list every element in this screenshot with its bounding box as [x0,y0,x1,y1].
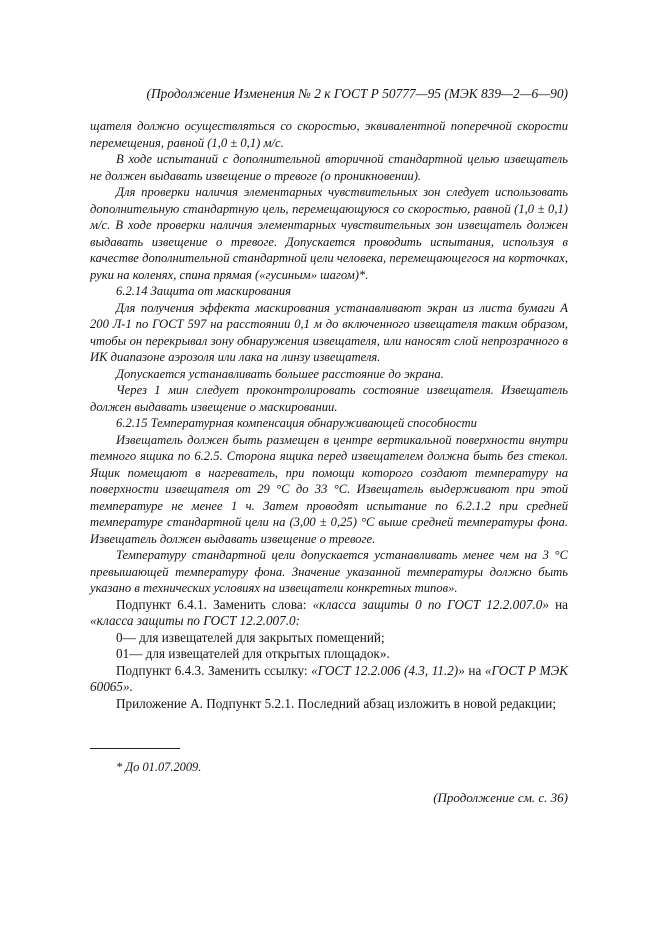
paragraph-continued: щателя должно осуществляться со скоростью, эквивалентной поперечной скорости перемещения, равной (1,0 ± 0,1) м/с. [90,119,568,150]
paragraph-6-4-1 [90,597,568,630]
list-item-indoor: 0— для извещателей для закрытых помещений; [116,629,385,645]
paragraph-appendix-a: Приложение А. Подпункт 5.2.1. Последний абзац изложить в новой редакции; [116,695,557,711]
new-wording-6-4-1: «класса защиты по ГОСТ 12.2.007.0: [90,613,301,628]
list-item-outdoor: 01— для извещателей для открытых площадок». [116,646,390,661]
paragraph-masking-distance: Допускается устанавливать большее расстояние до экрана. [116,366,444,381]
footnote-rule [90,748,180,749]
word-na-6-4-3: на [468,662,482,678]
continuation-note: (Продолжение см. с. 36) [433,790,568,805]
new-reference-6-4-3: «ГОСТ Р МЭК 60065». [90,662,569,694]
paragraph-masking: Для получения эффекта маскирования устанавливают экран из листа бумаги А 200 Л-1 по ГОСТ 597 на расстоянии 0,1 м до включенного извещателя таким образом, чтобы он перекрывал зону обнаружения извещателя, или наносят слой непрозрачного в ИК диапазоне аэрозоля или лака на линзу извещателя. [90,300,568,364]
paragraph-temperature-allowance: Температуру стандартной цели допускается устанавливать менее чем на 3 °С превышающей температуру фона. Значение указанной температуры должно быть указано в технических условиях на извещатели конкретных типов». [90,548,568,595]
section-6-2-15-heading: 6.2.15 Температурная компенсация обнаруживающей способности [116,416,477,430]
section-6-2-14-heading: 6.2.14 Защита от маскирования [116,284,291,298]
amendment-6-4-1-text: Подпункт 6.4.1. Заменить слова: [116,596,307,612]
paragraph-sensitive-zones: Для проверки наличия элементарных чувствительных зон следует использовать дополнительную стандартную цель, перемещающуюся со скоростью, равной (1,0 ± 0,1) м/с. В ходе проверки наличия элементарных чувствительных зон извещатель должен выдавать извещение о тревоге. Допускается проводить испытания, используя в качестве дополнительной стандартной цели человека, перемещающегося на корточках, руки на коленях, спина прямая («гусиным» шагом)*. [90,185,568,282]
word-na-6-4-1: на [555,596,569,612]
footnote: * До 01.07.2009. [116,760,202,774]
old-reference-6-4-3: «ГОСТ 12.2.006 (4.3, 11.2)» [311,662,465,678]
paragraph-temperature-test: Извещатель должен быть размещен в центре вертикальной поверхности внутри темного ящика по 6.2.5. Сторона ящика перед извещателем должна быть без стекол. Ящик помещают в нагреватель, при помощи которого создают температуру на поверхности извещателя от 29 °С до 33 °С. Извещатель выдерживают при этой температуре не менее 1 ч. Затем проводят испытание по 6.2.1.2 при средней температуре стандартной цели на (3,00 ± 0,25) °С выше средней температуры фона. Извещатель должен выдавать извещение о тревоге. [90,432,568,546]
paragraph-masking-check: Через 1 мин следует проконтролировать состояние извещателя. Извещатель должен выдавать извещение о маскировании. [90,383,568,414]
paragraph-secondary-target: В ходе испытаний с дополнительной вторичной стандартной целью извещатель не должен выдавать извещение о тревоге (о проникновении). [90,152,568,183]
page-header: (Продолжение Изменения № 2 к ГОСТ Р 50777—95 (МЭК 839—2—6—90) [146,86,568,101]
old-wording-6-4-1: «класса защиты 0 по ГОСТ 12.2.007.0» [312,596,549,612]
document-body [90,118,568,712]
paragraph-6-4-3 [90,663,568,696]
amendment-6-4-3-text: Подпункт 6.4.3. Заменить ссылку: [116,662,308,678]
